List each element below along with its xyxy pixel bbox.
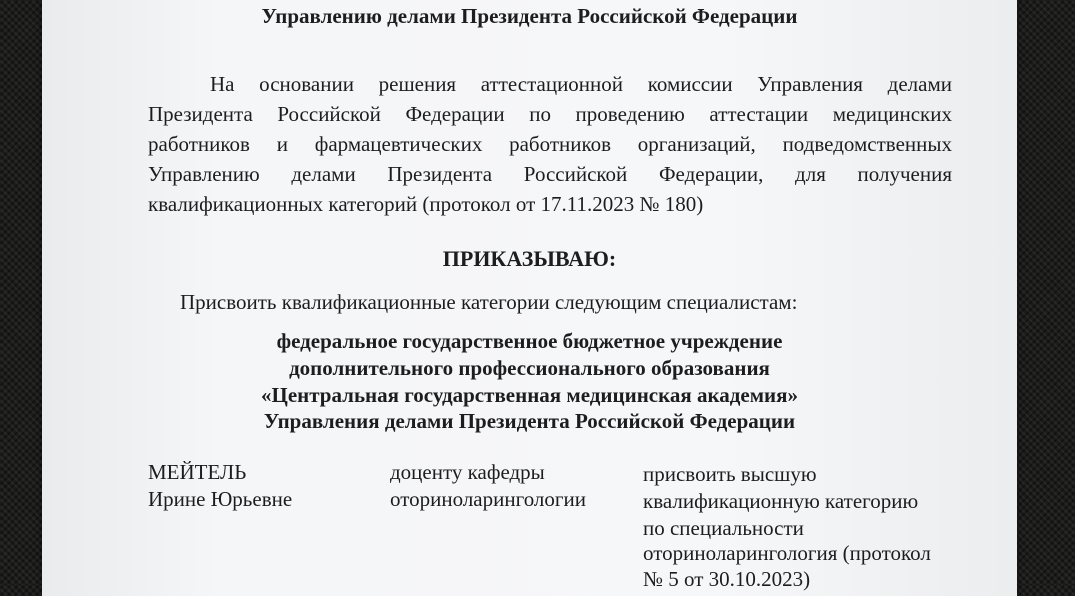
organization-line-1: федеральное государственное бюджетное учреждение: [276, 329, 783, 353]
organization-line-4: Управления делами Президента Российской Федерации: [263, 409, 796, 433]
entry-decision-line-2: квалификационную категорию: [643, 489, 919, 513]
organization-line-3: «Центральная государственная медицинская академия»: [260, 383, 798, 407]
document-page: [42, 0, 1017, 596]
entry-decision-line-1: присвоить высшую: [643, 462, 817, 486]
instruction-line: Присвоить квалификационные категории следующим специалистам:: [180, 290, 798, 314]
entry-decision-line-5: № 5 от 30.10.2023): [643, 567, 811, 591]
preamble-line-5: квалификационных категорий (протокол от 17.11.2023 № 180): [148, 192, 704, 216]
entry-surname: МЕЙТЕЛЬ: [148, 460, 247, 484]
entry-given-names: Ирине Юрьевне: [148, 487, 293, 511]
entry-position-line-1: доценту кафедры: [390, 460, 545, 484]
entry-decision-line-3: по специальности: [643, 516, 804, 540]
organization-line-2: дополнительного профессионального образования: [289, 356, 770, 380]
order-heading: ПРИКАЗЫВАЮ:: [442, 246, 617, 271]
preamble-line-2: Президента Российской Федерации по проведению аттестации медицинских: [148, 102, 952, 126]
entry-position-line-2: оториноларингологии: [390, 487, 586, 511]
preamble-line-3: работников и фармацевтических работников организаций, подведомственных: [148, 132, 952, 156]
preamble-line-1: На основании решения аттестационной комиссии Управления делами: [210, 72, 952, 96]
header-line: Управлению делами Президента Российской Федерации: [261, 4, 798, 28]
entry-decision-line-4: оториноларингология (протокол: [643, 541, 931, 565]
preamble-line-4: Управлению делами Президента Российской Федерации, для получения: [148, 162, 952, 186]
